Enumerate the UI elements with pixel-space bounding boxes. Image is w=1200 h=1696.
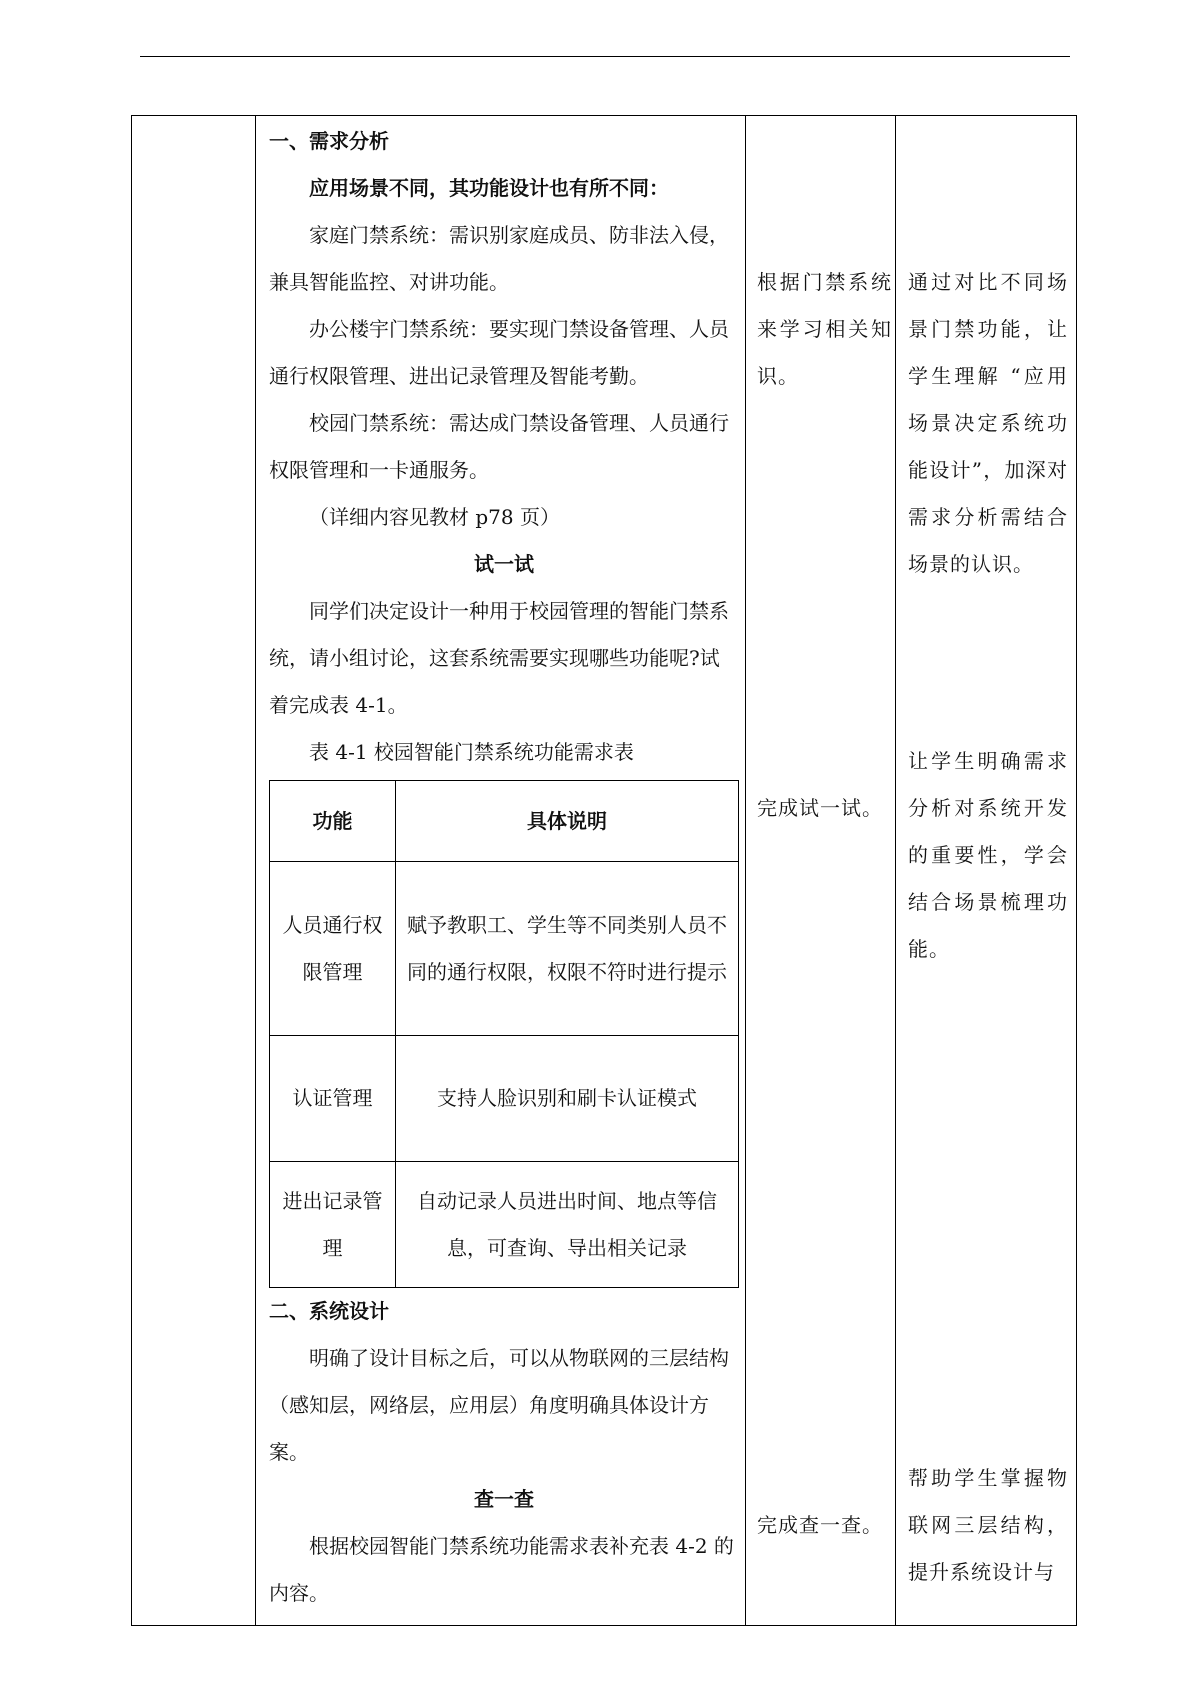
table-header-row <box>270 781 739 862</box>
table-cell-function: 进出记录管理 <box>270 1162 396 1288</box>
design-intent-1: 通过对比不同场景门禁功能，让学生理解 “应用场景决定系统功能设计”，加深对需求分析需结合场景的认识。 <box>908 270 1068 576</box>
design-intent-3: 帮助学生掌握物联网三层结构，提升系统设计与 <box>908 1466 1068 1584</box>
table-cell-function: 认证管理 <box>270 1036 396 1162</box>
section1-intro: 应用场景不同，其功能设计也有所不同： <box>309 176 669 200</box>
section2-text: 明确了设计目标之后，可以从物联网的三层结构（感知层，网络层，应用层）角度明确具体设计方案。 <box>269 1346 729 1464</box>
column-divider-2 <box>745 115 746 1626</box>
header-rule <box>140 56 1070 57</box>
student-activity-1: 根据门禁系统来学习相关知识。 <box>757 270 892 388</box>
table-cell-description: 赋予教职工、学生等不同类别人员不同的通行权限，权限不符时进行提示 <box>396 862 739 1036</box>
table-cell-description: 支持人脸识别和刷卡认证模式 <box>396 1036 739 1162</box>
check-title: 查一查 <box>474 1487 534 1511</box>
column-divider-3 <box>895 115 896 1626</box>
table-row <box>270 862 739 1036</box>
student-activity-3: 完成查一查。 <box>757 1513 883 1537</box>
table-row <box>270 1036 739 1162</box>
section2-heading: 二、系统设计 <box>269 1299 389 1323</box>
teaching-content <box>269 118 739 1617</box>
student-activity-2: 完成试一试。 <box>757 796 883 820</box>
section1-heading: 一、需求分析 <box>269 129 389 153</box>
column-divider-1 <box>255 115 256 1626</box>
try-title: 试一试 <box>474 552 534 576</box>
home-system-text: 家庭门禁系统：需识别家庭成员、防非法入侵，兼具智能监控、对讲功能。 <box>269 223 729 294</box>
check-text: 根据校园智能门禁系统功能需求表补充表 4-2 的内容。 <box>269 1534 734 1605</box>
office-system-text: 办公楼宇门禁系统：要实现门禁设备管理、人员通行权限管理、进出记录管理及智能考勤。 <box>269 317 729 388</box>
function-requirements-table <box>269 780 739 1288</box>
table-cell-function: 人员通行权限管理 <box>270 862 396 1036</box>
design-intent-2: 让学生明确需求分析对系统开发的重要性，学会结合场景梳理功能。 <box>908 749 1068 961</box>
table-header-function: 功能 <box>270 781 396 862</box>
table-header-description: 具体说明 <box>396 781 739 862</box>
try-text: 同学们决定设计一种用于校园管理的智能门禁系统，请小组讨论，这套系统需要实现哪些功能呢?试着完成表 4-1。 <box>269 599 729 717</box>
table-caption: 表 4-1 校园智能门禁系统功能需求表 <box>309 740 634 764</box>
textbook-reference: （详细内容见教材 p78 页） <box>309 505 560 529</box>
table-row <box>270 1162 739 1288</box>
table-cell-description: 自动记录人员进出时间、地点等信息，可查询、导出相关记录 <box>396 1162 739 1288</box>
campus-system-text: 校园门禁系统：需达成门禁设备管理、人员通行权限管理和一卡通服务。 <box>269 411 729 482</box>
